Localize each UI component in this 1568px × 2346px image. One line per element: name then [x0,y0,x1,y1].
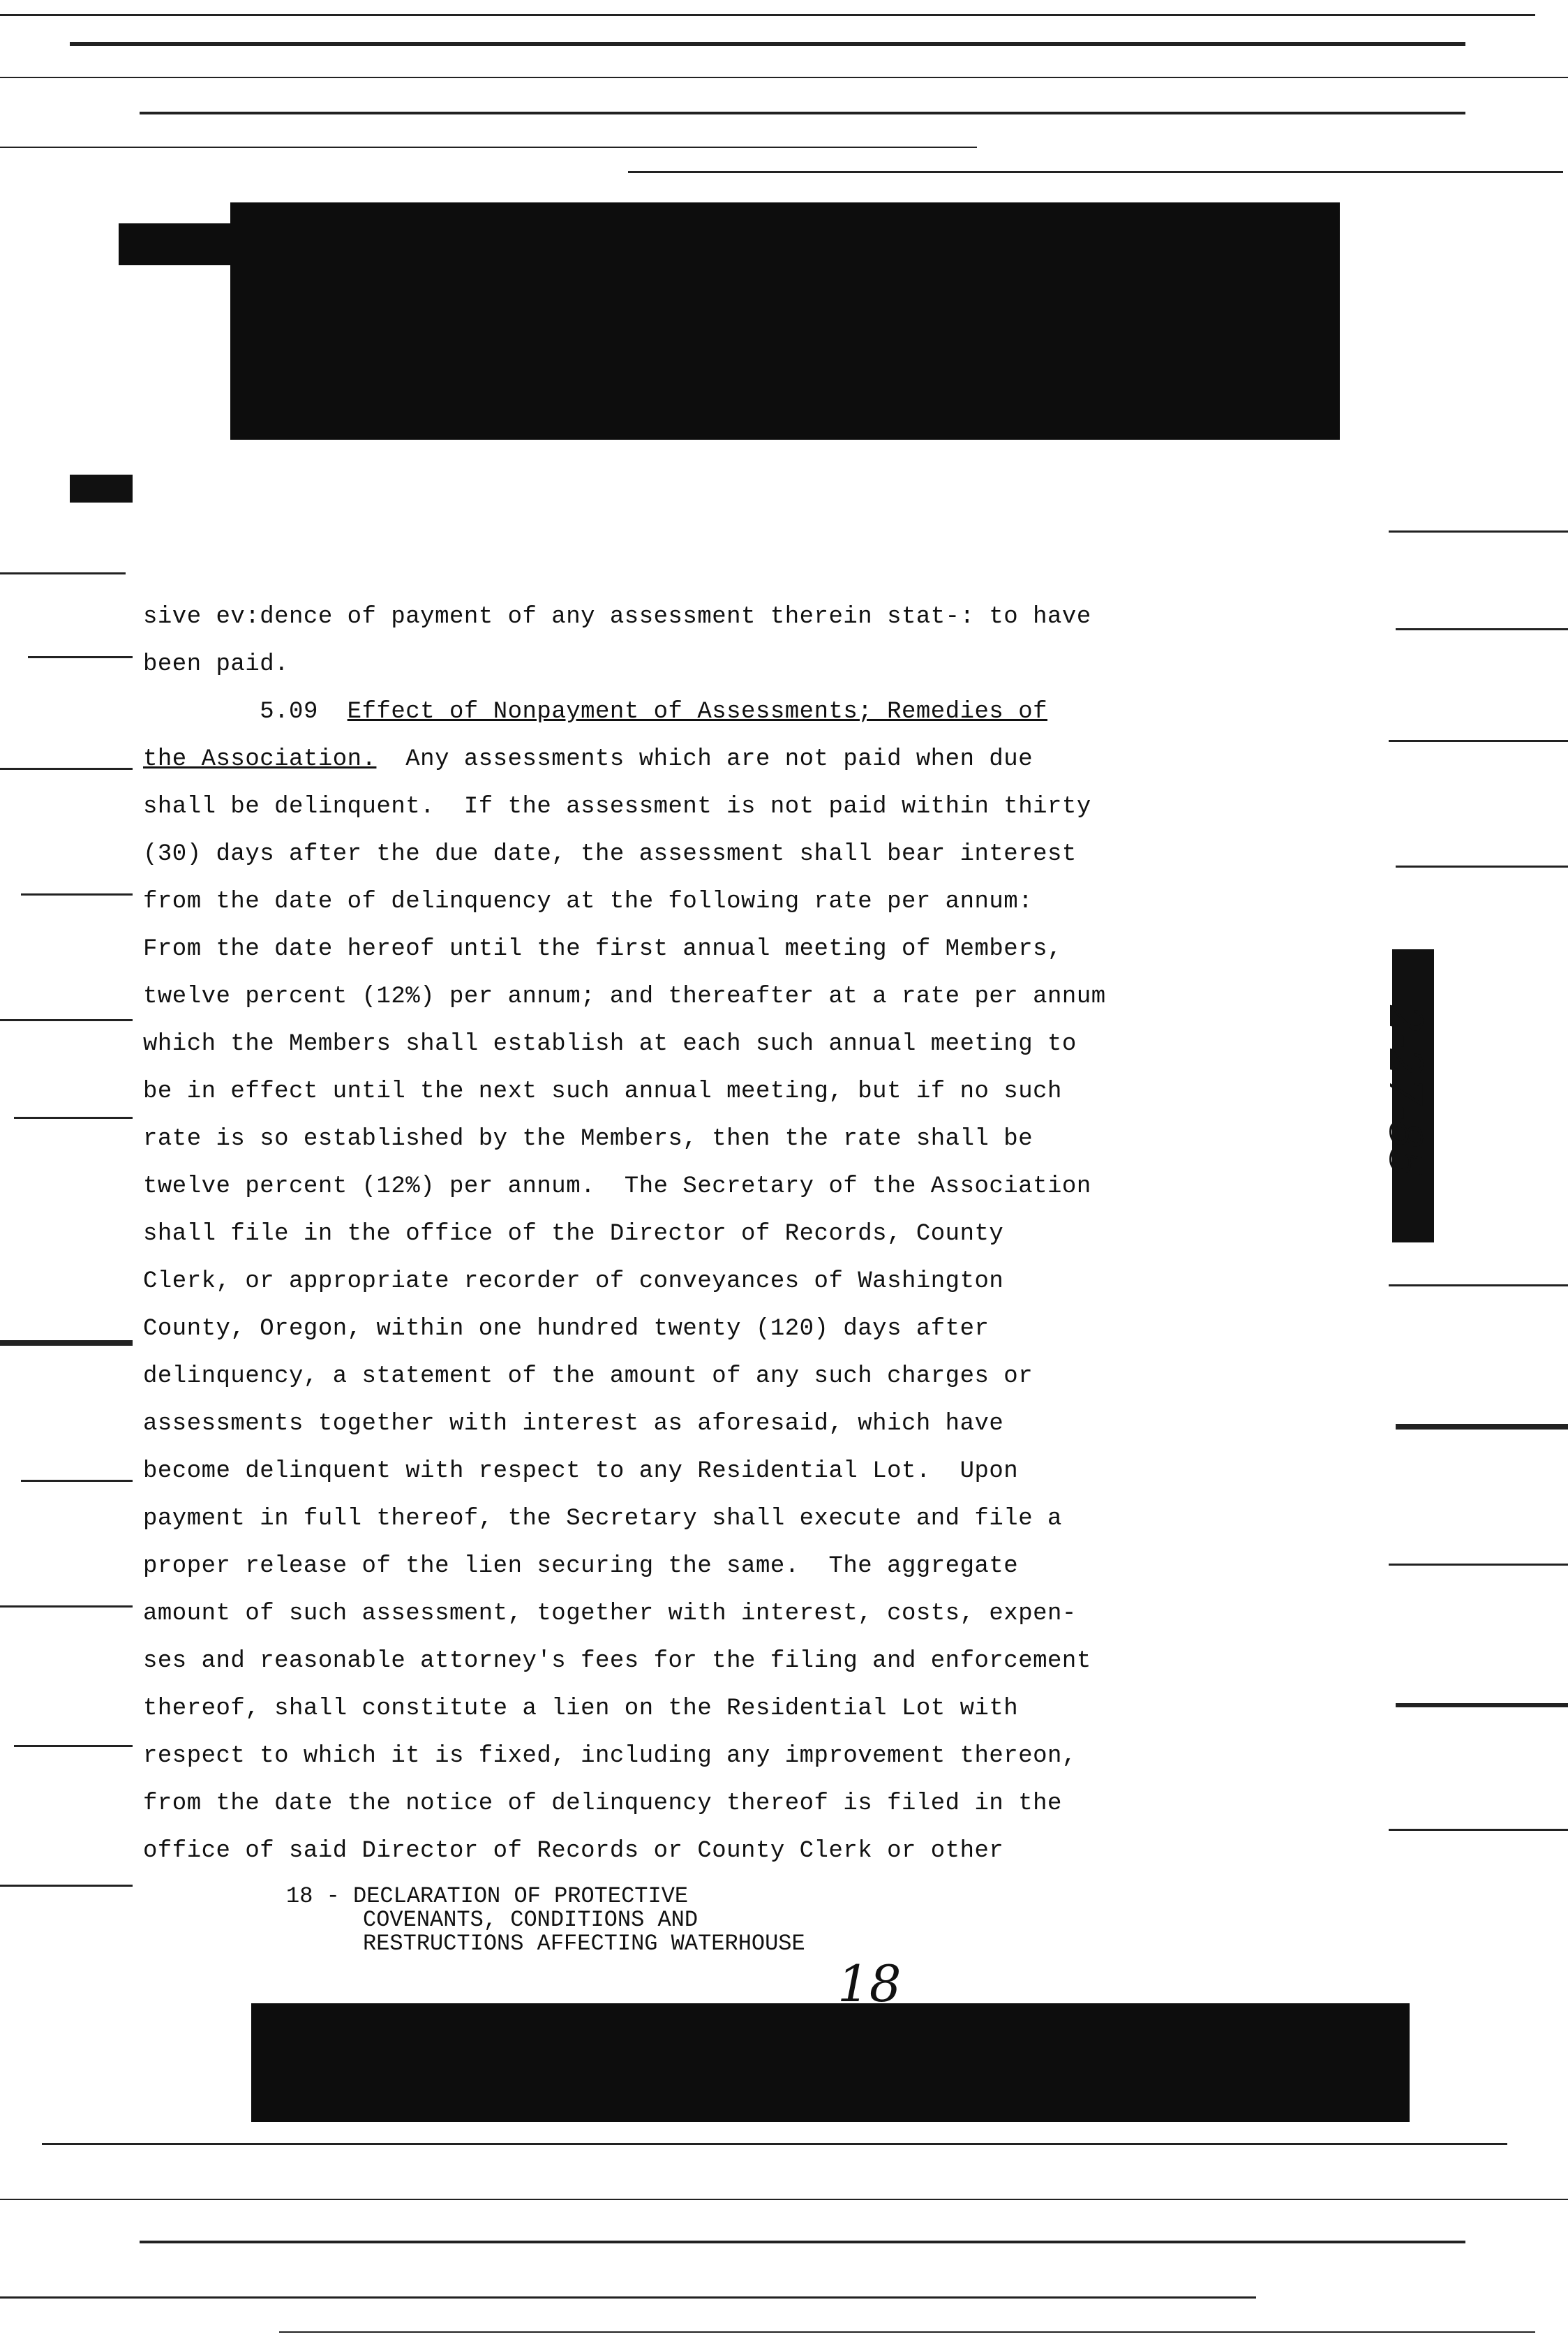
text-line: (30) days after the due date, the assessment shall bear interest [143,841,1077,868]
scan-line [0,14,1535,16]
scan-line [0,1605,133,1608]
page-footer [286,1885,688,1908]
text-line: ses and reasonable attorney's fees for the filing and enforcement [143,1648,1091,1675]
bottom-scan-band [251,2003,1410,2122]
top-scan-band-left [119,223,237,265]
footer-page-prefix: 18 - [286,1883,354,1909]
scan-line [0,1885,133,1887]
text-line: rate is so established by the Members, then the rate shall be [143,1126,1033,1152]
text-line: delinquency, a statement of the amount of any such charges or [143,1363,1033,1390]
text-line: shall file in the office of the Director of Records, County [143,1221,1004,1247]
text-line: Clerk, or appropriate recorder of conveyances of Washington [143,1268,1004,1295]
document-body [143,593,1274,1875]
scan-line [1396,628,1568,630]
scan-line [21,893,133,896]
text-line: become delinquent with respect to any Residential Lot. Upon [143,1458,1019,1485]
text-line: Any assessments which are not paid when due [376,746,1033,773]
text-line: office of said Director of Records or County Clerk or other [143,1838,1004,1864]
handwritten-page-number: 18 [837,1954,902,2013]
scan-line [70,42,1465,46]
scan-line [0,2296,1256,2299]
scan-line [1389,1564,1568,1566]
scan-line [1389,1284,1568,1286]
footer-title-line-3: RESTRUCTIONS AFFECTING WATERHOUSE [363,1931,805,1957]
scan-line [1396,1424,1568,1430]
scan-line [14,1117,133,1119]
text-line: proper release of the lien securing the same. The aggregate [143,1553,1019,1580]
text-line: be in effect until the next such annual meeting, but if no such [143,1078,1062,1105]
scan-line [14,1745,133,1747]
text-line: which the Members shall establish at each such annual meeting to [143,1031,1077,1057]
text-line: shall be delinquent. If the assessment is not paid within thirty [143,794,1091,820]
section-heading-cont: the Association. [143,746,377,773]
left-scan-block [70,475,133,503]
text-line: From the date hereof until the first annual meeting of Members, [143,936,1062,963]
footer-title-line-1: DECLARATION OF PROTECTIVE [353,1883,689,1909]
section-heading: Effect of Nonpayment of Assessments; Remedies of [347,699,1048,725]
scan-line [0,1340,133,1346]
scan-line [21,1480,133,1482]
text-line: thereof, shall constitute a lien on the Residential Lot with [143,1695,1019,1722]
section-number: 5.09 [260,699,318,725]
text-line: assessments together with interest as aforesaid, which have [143,1411,1004,1437]
scan-line [279,2331,1535,2333]
scan-line [0,2199,1568,2200]
handwritten-date-note: 2-27-85 [1379,1005,1431,1178]
section-heading-cont-line [143,736,1274,783]
section-heading-line [143,688,1274,736]
scan-line [140,2241,1465,2243]
text-line: amount of such assessment, together with interest, costs, expen- [143,1601,1077,1627]
text-line: from the date of delinquency at the following rate per annum: [143,889,1033,915]
scan-line [1396,866,1568,868]
scan-line [0,1019,133,1021]
text-line: sive ev:dence of payment of any assessment therein stat-: to have [143,604,1091,630]
scan-line [628,171,1563,173]
scan-line [28,656,133,658]
scan-line [140,112,1465,114]
scan-line [0,147,977,148]
scan-line [0,768,133,770]
scan-line [1396,1703,1568,1707]
scan-line [0,77,1568,78]
indent [143,699,260,725]
scan-line [1389,530,1568,533]
scan-line [1389,740,1568,742]
text-line: payment in full thereof, the Secretary shall execute and file a [143,1506,1062,1532]
text-line: County, Oregon, within one hundred twenty (120) days after [143,1316,990,1342]
top-scan-band [230,202,1340,440]
text-line: been paid. [143,651,290,678]
text-line: respect to which it is fixed, including any improvement thereon, [143,1743,1077,1769]
text-line: from the date the notice of delinquency thereof is filed in the [143,1790,1062,1817]
scan-line [42,2143,1507,2145]
footer-title-line-2: COVENANTS, CONDITIONS AND [363,1907,699,1933]
scan-line [0,572,126,574]
scan-line [1389,1829,1568,1831]
text-line: twelve percent (12%) per annum. The Secretary of the Association [143,1173,1091,1200]
text-line: twelve percent (12%) per annum; and thereafter at a rate per annum [143,983,1106,1010]
